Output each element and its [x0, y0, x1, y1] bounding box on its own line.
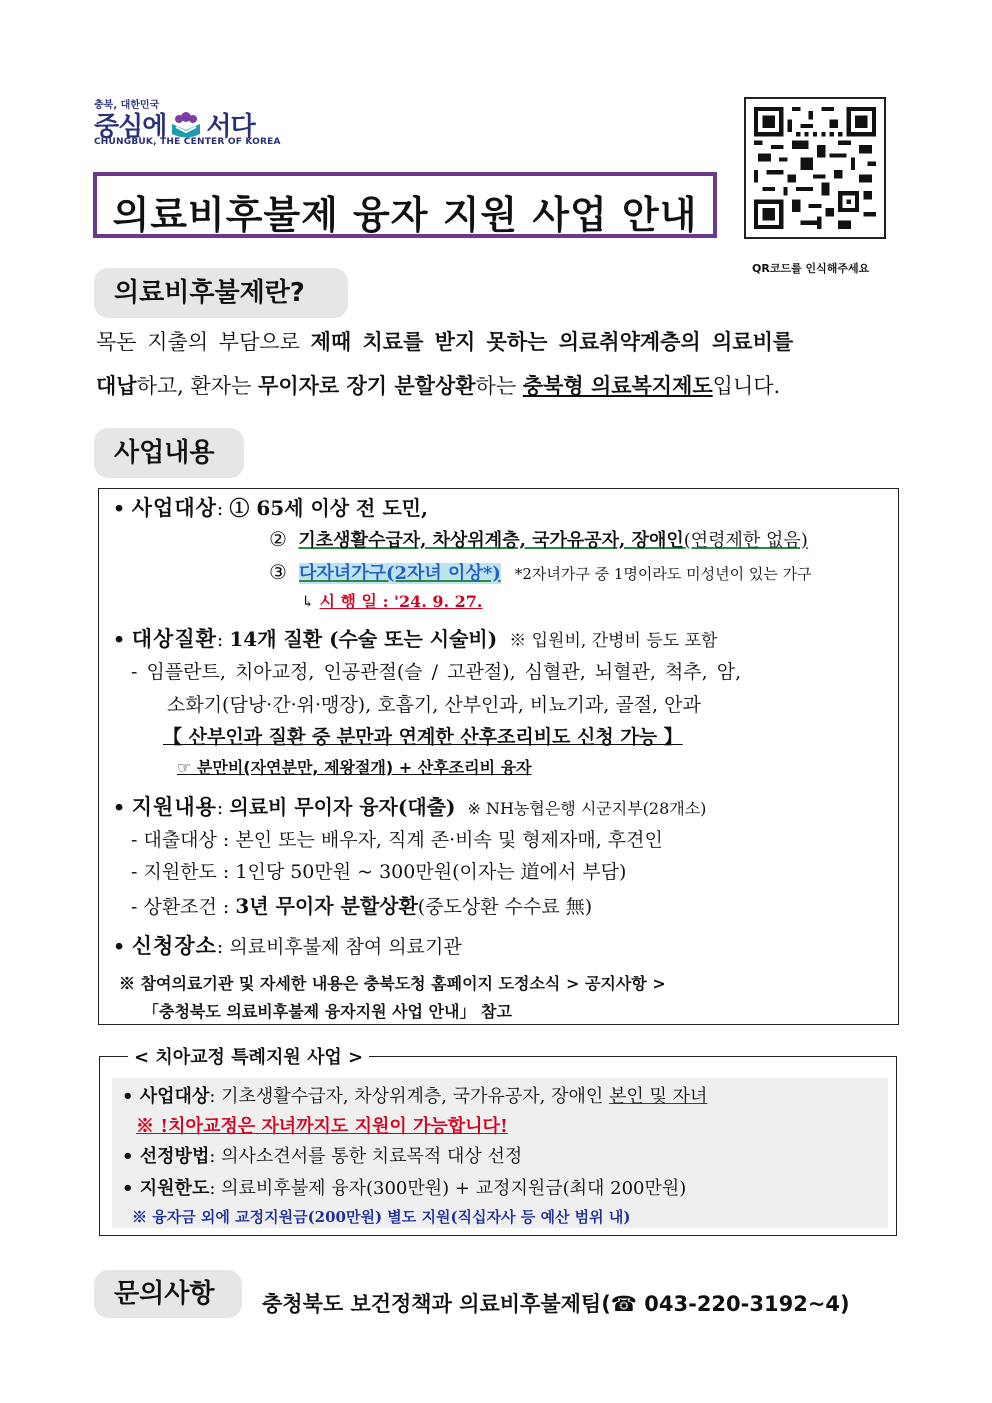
ortho-select-label: 선정방법 — [139, 1146, 210, 1167]
limit: 1인당 50만원 ~ 300만원(이자는 道에서 부담) — [235, 861, 627, 883]
disease-main: 14개 질환 (수술 또는 시술비) — [229, 627, 498, 651]
title-box — [93, 172, 717, 238]
obgyn-note-text: 【 산부인과 질환 중 분만과 연계한 산후조리비도 신청 가능 】 — [163, 726, 683, 748]
repay-label: - 상환조건 — [131, 896, 217, 918]
ortho-notice: ※ !치아교정은 자녀까지도 지원이 가능합니다! — [136, 1116, 508, 1137]
intro-line-1 — [96, 326, 793, 356]
qr-pattern-icon — [754, 107, 876, 229]
bullet-icon: • — [122, 1146, 140, 1167]
intro-line-2 — [96, 370, 780, 400]
program-details-box — [98, 488, 899, 1025]
target-label: 사업대상 — [131, 495, 217, 520]
section-heading-contact: 문의사항 — [94, 1270, 242, 1318]
orthodontic-title: < 치아교정 특례지원 사업 > — [128, 1043, 369, 1069]
section-heading-content: 사업내용 — [94, 428, 244, 478]
loan-target-label: - 대출대상 — [131, 829, 217, 851]
target-2-bold: 기초생활수급자, 차상위계층, 국가유공자, 장애인 — [298, 530, 684, 551]
target-3-row — [269, 559, 812, 585]
ortho-limit-row: • 지원한도: 의료비후불제 융자(300만원) + 교정지원금(최대 200만원) — [122, 1178, 687, 1199]
limit-row: - 지원한도 : 1인당 50만원 ~ 300만원(이자는 道에서 부담) — [131, 861, 627, 883]
loan-target-row: - 대출대상 : 본인 또는 배우자, 직계 존·비속 및 형제자매, 후견인 — [131, 829, 663, 851]
target-3-highlight: 다자녀가구(2자녀 이상*) — [299, 563, 501, 584]
arrow-icon: ↳ — [301, 592, 315, 611]
effective-date-row — [301, 589, 482, 612]
qr-caption: QR코드를 인식해주세요 — [752, 262, 870, 275]
ortho-target: 기초생활수급자, 차상위계층, 국가유공자, 장애인 — [221, 1086, 609, 1107]
intro-text: 하고, 환자는 — [136, 374, 259, 398]
target-2-text — [298, 530, 807, 551]
page-title: 의료비후불제 융자 지원 사업 안내 — [112, 193, 698, 237]
logo-slogan-right: 서다 — [206, 112, 255, 142]
chungbuk-emblem-icon — [168, 110, 204, 140]
obgyn-note — [163, 722, 683, 749]
repay-note: (중도상환 수수료 無) — [417, 896, 593, 918]
reference-1: ※ 참여의료기관 및 자세한 내용은 충북도청 홈페이지 도정소식 > 공지사항 > — [119, 974, 666, 993]
target-2-row — [269, 526, 808, 552]
disease-list-2: 소화기(담낭·간·위·맹장), 호흡기, 산부인과, 비뇨기과, 골절, 안과 — [167, 694, 701, 716]
intro-bold: 제때 치료를 받지 못하는 의료취약계층의 의료비를 — [310, 329, 794, 354]
target-2-num: ② — [269, 527, 287, 551]
qr-code[interactable] — [744, 97, 886, 239]
ortho-target-row: • 사업대상: 기초생활수급자, 차상위계층, 국가유공자, 장애인 본인 및 자녀 — [122, 1086, 708, 1107]
target-3-note: *2자녀가구 중 1명이라도 미성년이 있는 가구 — [514, 565, 812, 583]
target-1: ① 65세 이상 전 도민, — [229, 496, 428, 520]
orthodontic-box-fill — [112, 1078, 888, 1228]
disease-label: 대상질환 — [131, 626, 217, 651]
chungbuk-logo — [94, 96, 334, 152]
ortho-target-label: 사업대상 — [139, 1086, 210, 1107]
target-3-num: ③ — [269, 560, 287, 584]
reference-2: 「충청북도 의료비후불제 융자지원 사업 안내」 참고 — [143, 1002, 512, 1021]
effective-date: 시 행 일 : '24. 9. 27. — [319, 592, 483, 611]
support-note: ※ NH농협은행 시군지부(28개소) — [467, 799, 707, 818]
ortho-target-underlined: 본인 및 자녀 — [608, 1086, 708, 1107]
target-row: • 사업대상: ① 65세 이상 전 도민, — [113, 495, 428, 520]
support-main: 의료비 무이자 융자(대출) — [229, 795, 456, 819]
logo-slogan-left: 중심에 — [94, 112, 167, 142]
intro-underlined: 충북형 의료복지제도 — [522, 373, 713, 398]
place: 의료비후불제 참여 의료기관 — [229, 936, 462, 958]
place-row: • 신청장소: 의료비후불제 참여 의료기관 — [113, 933, 462, 958]
contact-info: 충청북도 보건정책과 의료비후불제팀(☎ 043-220-3192~4) — [262, 1292, 850, 1316]
place-label: 신청장소 — [131, 933, 217, 958]
ortho-select-row: • 선정방법: 의사소견서를 통한 치료목적 대상 선정 — [122, 1146, 523, 1167]
disease-row: • 대상질환: 14개 질환 (수술 또는 시술비) ※ 입원비, 간병비 등도 포함 — [113, 626, 718, 651]
intro-bold: 대납 — [96, 373, 137, 398]
support-label: 지원내용 — [131, 794, 217, 819]
intro-text: 입니다. — [712, 374, 781, 398]
intro-bold: 무이자로 장기 분할상환 — [258, 373, 476, 398]
ortho-select: 의사소견서를 통한 치료목적 대상 선정 — [221, 1146, 523, 1167]
section-heading-definition: 의료비후불제란? — [94, 268, 348, 318]
ortho-limit: 의료비후불제 융자(300만원) + 교정지원금(최대 200만원) — [221, 1178, 687, 1199]
repay-row: - 상환조건 : 3년 무이자 분할상환(중도상환 수수료 無) — [131, 894, 593, 918]
ortho-limit-note: ※ 융자금 외에 교정지원금(200만원) 별도 지원(직십자사 등 예산 범위 내) — [132, 1208, 631, 1226]
ortho-limit-label: 지원한도 — [139, 1178, 210, 1199]
disease-note: ※ 입원비, 간병비 등도 포함 — [509, 631, 718, 651]
obgyn-sub-text: ☞ 분만비(자연분만, 제왕절개) + 산후조리비 융자 — [177, 758, 532, 777]
bullet-icon: • — [113, 936, 132, 958]
support-row: • 지원내용: 의료비 무이자 융자(대출) ※ NH농협은행 시군지부(28개소) — [113, 794, 707, 819]
intro-text: 목돈 지출의 부담으로 — [96, 330, 311, 354]
intro-text: 하는 — [475, 374, 523, 398]
bullet-icon: • — [113, 498, 132, 520]
bullet-icon: • — [113, 629, 132, 651]
logo-top-text: 충북, 대한민국 — [94, 100, 160, 111]
disease-list-1: - 임플란트, 치아교정, 인공관절(슬 / 고관절), 심혈관, 뇌혈관, 척추, 암, — [131, 661, 742, 683]
loan-target: 본인 또는 배우자, 직계 존·비속 및 형제자매, 후견인 — [235, 829, 663, 851]
obgyn-sub — [177, 755, 532, 778]
repay-bold: 3년 무이자 분할상환 — [235, 894, 418, 918]
bullet-icon: • — [122, 1178, 140, 1199]
limit-label: - 지원한도 — [131, 861, 217, 883]
bullet-icon: • — [113, 797, 132, 819]
target-2-note: (연령제한 없음) — [683, 530, 808, 551]
bullet-icon: • — [122, 1086, 140, 1107]
logo-bottom-text: CHUNGBUK, THE CENTER OF KOREA — [94, 137, 281, 147]
